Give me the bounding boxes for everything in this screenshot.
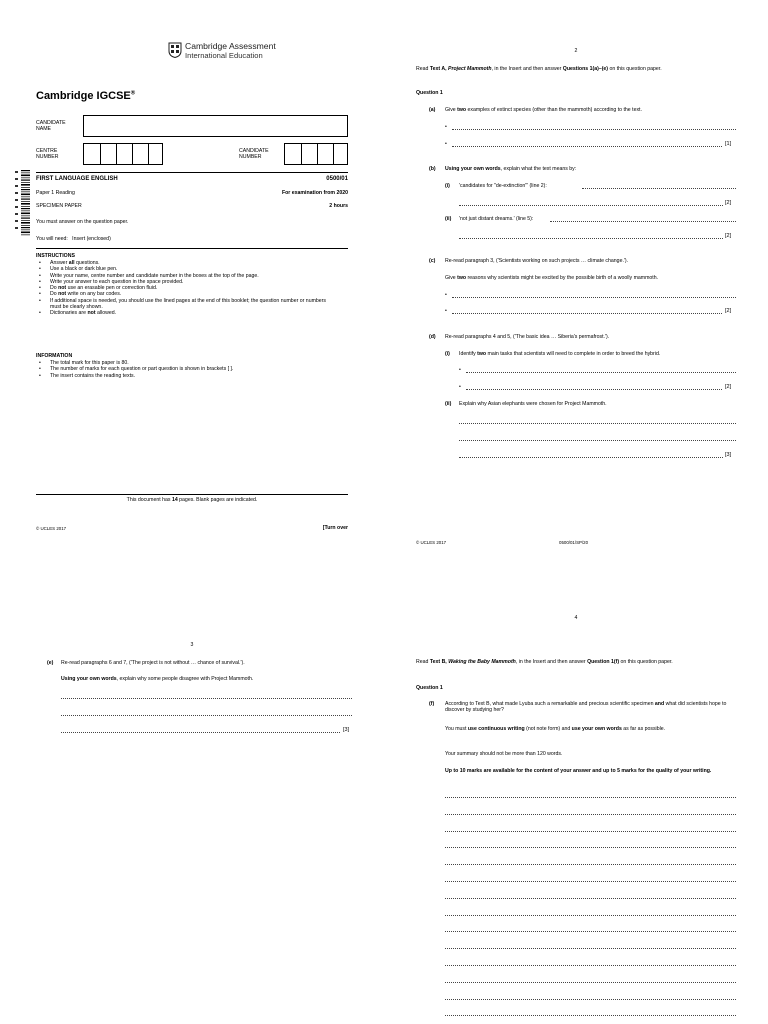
part-f-label: (f): [429, 701, 435, 707]
candidate-number-label: CANDIDATE NUMBER: [239, 148, 269, 161]
answer-line[interactable]: [445, 948, 736, 949]
mark-a: [1]: [725, 141, 732, 147]
instruction-item: • Answer all questions.: [36, 260, 336, 266]
mark-d-i: [2]: [725, 384, 732, 390]
mark-b-i: [2]: [725, 200, 732, 206]
part-c-text2: Give two reasons why scientists might be excited by the possible birth of a woolly mammoth.: [445, 275, 659, 281]
part-b-text: Using your own words, explain what the text means by:: [445, 166, 577, 172]
intro-text: Read Text B, Waking the Baby Mammoth, in the Insert and then answer Question 1(f) on this question paper.: [416, 659, 673, 665]
turn-over: [Turn over: [322, 525, 348, 531]
candidate-number-box[interactable]: [284, 143, 348, 165]
instruction-item: • Dictionaries are not allowed.: [36, 310, 336, 316]
page-2: [384, 0, 768, 545]
intro-text: Read Text A, Project Mammoth, in the Insert and then answer Questions 1(a)–(e) on this question paper.: [416, 66, 662, 72]
barcode: [21, 170, 30, 236]
instruction-item: • Do not write on any bar codes.: [36, 291, 336, 297]
answer-line[interactable]: [459, 423, 736, 424]
answer-line[interactable]: [445, 915, 736, 916]
answer-line[interactable]: [445, 898, 736, 899]
instruction-item: • Do not use an erasable pen or correction fluid.: [36, 285, 336, 291]
mark-d-ii: [3]: [725, 452, 732, 458]
answer-line[interactable]: [445, 999, 736, 1000]
answer-line[interactable]: [452, 297, 736, 298]
answer-line[interactable]: [459, 457, 723, 458]
exam-from: For examination from 2020: [281, 190, 348, 196]
copyright: © UCLES 2017: [416, 540, 447, 545]
duration: 2 hours: [329, 203, 348, 209]
answer-line[interactable]: [445, 847, 736, 848]
part-e-label: (e): [47, 660, 54, 666]
divider: [36, 494, 348, 495]
answer-line[interactable]: [61, 715, 352, 716]
bullet: •: [445, 292, 447, 298]
part-a-text: Give two examples of extinct species (other than the mammoth) according to the text.: [445, 107, 642, 113]
answer-line[interactable]: [445, 831, 736, 832]
pages-note: This document has 14 pages. Blank pages are indicated.: [126, 497, 258, 503]
part-b-ii-text: 'not just distant dreams.' (line 5):: [459, 216, 534, 222]
information-item: • The total mark for this paper is 80.: [36, 360, 336, 366]
part-b-i-label: (i): [445, 183, 450, 189]
bullet: •: [459, 367, 461, 373]
information-list: [36, 360, 336, 379]
bullet: •: [445, 308, 447, 314]
paper-code-footer: 0500/01/SP/20: [559, 540, 589, 545]
part-b-i-text: 'candidates for "de-extinction"' (line 2):: [459, 183, 547, 189]
page-3: [0, 512, 384, 1024]
answer-line[interactable]: [445, 931, 736, 932]
answer-line[interactable]: [445, 965, 736, 966]
part-d-label: (d): [429, 334, 436, 340]
part-f-marks-note: Up to 10 marks are available for the content of your answer and up to 5 marks for the quality of your writing.: [445, 768, 712, 774]
instructions-heading: INSTRUCTIONS: [36, 253, 75, 259]
answer-line[interactable]: [459, 440, 736, 441]
cambridge-crest-icon: [168, 42, 182, 58]
logo-line1: Cambridge Assessment: [185, 41, 276, 51]
answer-line[interactable]: [459, 238, 723, 239]
answer-line[interactable]: [445, 797, 736, 798]
page-number: 4: [574, 615, 578, 621]
part-e-text: Re-read paragraphs 6 and 7, ('The project is not without … chance of survival.').: [61, 660, 245, 666]
part-a-label: (a): [429, 107, 436, 113]
answer-line[interactable]: [452, 313, 722, 314]
part-e-text2: Using your own words, explain why some people disagree with Project Mammoth.: [61, 676, 254, 682]
paper-code: 0500/01: [326, 176, 348, 182]
mark-b-ii: [2]: [725, 233, 732, 239]
part-d-i-label: (i): [445, 351, 450, 357]
answer-line[interactable]: [452, 146, 722, 147]
page-number: 3: [190, 642, 194, 648]
instruction-item: • Use a black or dark blue pen.: [36, 266, 336, 272]
logo-line2: International Education: [185, 51, 263, 60]
part-d-ii-text: Explain why Asian elephants were chosen for Project Mammoth.: [459, 401, 607, 407]
answer-line[interactable]: [61, 698, 352, 699]
divider: [36, 172, 348, 173]
centre-number-box[interactable]: [83, 143, 163, 165]
answer-line[interactable]: [445, 881, 736, 882]
answer-line[interactable]: [452, 129, 736, 130]
answer-line[interactable]: [61, 732, 340, 733]
answer-line[interactable]: [459, 205, 723, 206]
answer-line[interactable]: [445, 814, 736, 815]
information-item: • The number of marks for each question or part question is shown in brackets [ ].: [36, 366, 336, 372]
copyright: © UCLES 2017: [36, 526, 67, 531]
page-number: 2: [574, 48, 578, 54]
question-heading: Question 1: [416, 90, 443, 96]
bullet: •: [459, 384, 461, 390]
answer-note: You must answer on the question paper.: [36, 219, 129, 225]
information-item: • The insert contains the reading texts.: [36, 373, 336, 379]
answer-line[interactable]: [445, 864, 736, 865]
part-b-label: (b): [429, 166, 436, 172]
bullet: •: [445, 141, 447, 147]
part-c-text: Re-read paragraph 3, ('Scientists working on such projects … climate change.').: [445, 258, 629, 264]
part-d-i-text: Identify two main tasks that scientists will need to complete in order to breed the hybrid.: [459, 351, 661, 357]
answer-line[interactable]: [550, 221, 736, 222]
candidate-name-box[interactable]: [83, 115, 348, 137]
centre-number-label: CENTRE NUMBER: [36, 148, 59, 161]
barcode-digits: [14, 170, 20, 241]
question-heading: Question 1: [416, 685, 443, 691]
part-f-instructions: You must use continuous writing (not note form) and use your own words as far as possible.: [445, 726, 666, 732]
instruction-item: • If additional space is needed, you should use the lined pages at the end of this booklet; the question number or numbers must be clearly shown.: [36, 298, 336, 311]
divider: [36, 248, 348, 249]
answer-line[interactable]: [445, 982, 736, 983]
you-will-need: You will need: Insert (enclosed): [36, 236, 111, 242]
part-d-text: Re-read paragraphs 4 and 5, ('The basic idea … Siberia's permafrost.').: [445, 334, 610, 340]
subject: FIRST LANGUAGE ENGLISH: [36, 176, 118, 182]
instructions-list: [36, 260, 336, 317]
part-b-ii-label: (ii): [445, 216, 452, 222]
mark-c: [2]: [725, 308, 732, 314]
information-heading: INFORMATION: [36, 353, 73, 359]
bullet: •: [445, 124, 447, 130]
answer-line[interactable]: [466, 389, 722, 390]
part-f-text: According to Text B, what made Lyuba such a remarkable and precious scientific specimen and what did scientists hope to discover by studying her?: [445, 701, 727, 714]
paper-name: Paper 1 Reading: [36, 190, 75, 196]
instruction-item: • Write your answer to each question in the space provided.: [36, 279, 336, 285]
specimen-label: SPECIMEN PAPER: [36, 203, 82, 209]
part-d-ii-label: (ii): [445, 401, 452, 407]
answer-line[interactable]: [445, 1015, 736, 1016]
page-4: [384, 512, 768, 1024]
answer-line[interactable]: [582, 188, 736, 189]
instruction-item: • Write your name, centre number and candidate number in the boxes at the top of the page.: [36, 273, 336, 279]
part-c-label: (c): [429, 258, 436, 264]
candidate-name-label: CANDIDATE NAME: [36, 120, 66, 133]
mark-e: [3]: [343, 727, 350, 733]
part-f-summary: Your summary should not be more than 120 words.: [445, 751, 563, 757]
cover-page: [0, 0, 384, 531]
page-title: Cambridge IGCSE®: [36, 90, 136, 102]
answer-line[interactable]: [466, 372, 736, 373]
